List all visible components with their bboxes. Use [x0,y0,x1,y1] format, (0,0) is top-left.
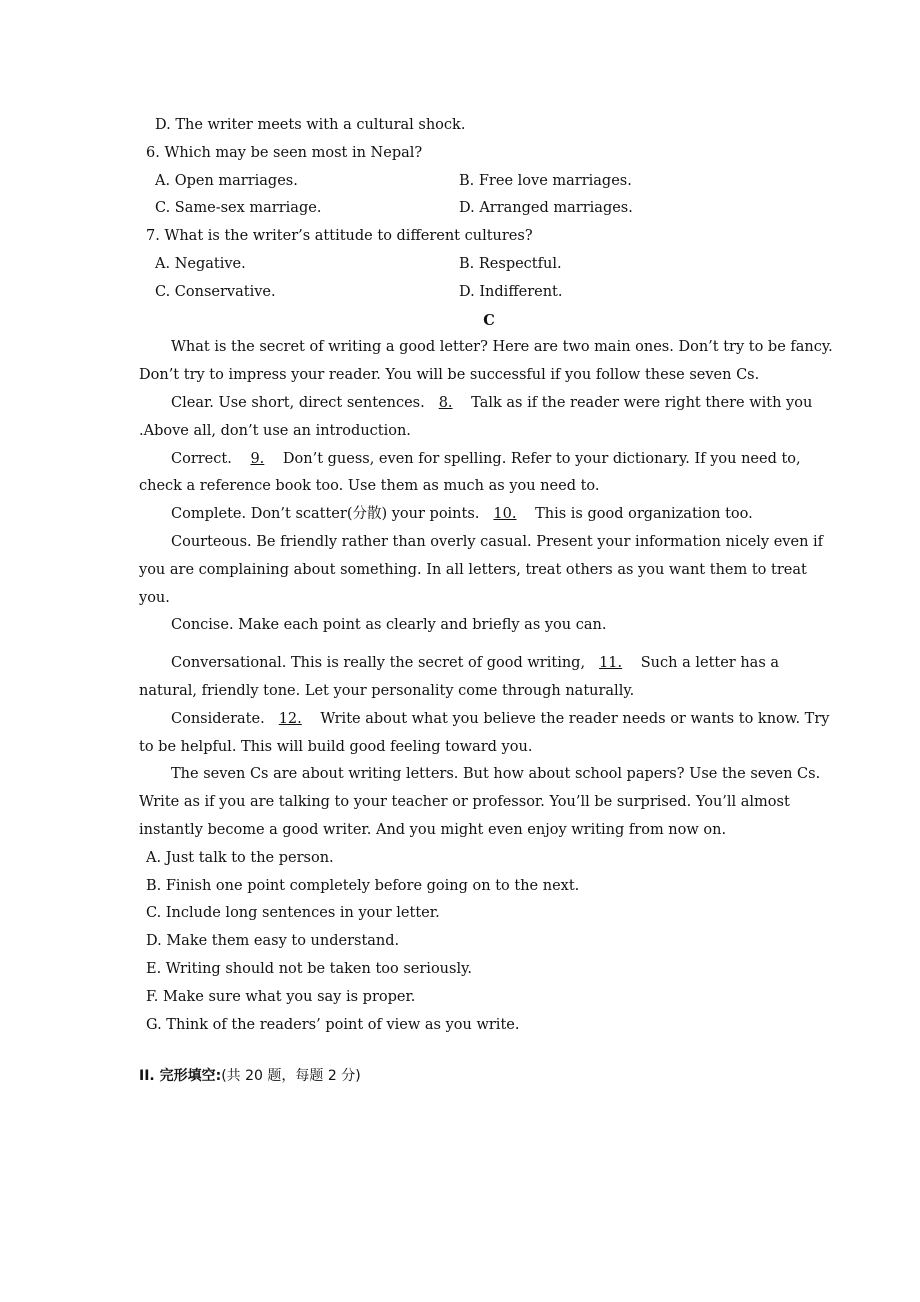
complete-text-b: This is good organization too. [530,506,753,523]
q7-option-d: D. Indifferent. [459,283,563,300]
option-g: G. Think of the readers’ point of view as you write. [146,1016,520,1033]
para-considerate [139,706,839,762]
clear-text-b: Talk as if the reader were right there with you .Above all, don’t use an introduction. [139,394,813,439]
q6-option-a: A. Open marriages. [155,172,298,189]
section-c-intro: What is the secret of writing a good letter? Here are two main ones. Don’t try to be fancy. Don’t try to impress your reader. You will be successful if you follow these seven Cs. [139,339,833,384]
q7-stem: 7. What is the writer’s attitude to different cultures? [146,228,533,245]
q6-option-c: C. Same-sex marriage. [155,200,322,217]
para-conversational [139,650,839,706]
q6-options-row-2 [139,195,839,223]
q6-options-row-1 [139,168,839,196]
conv-text-b: Such a letter has a natural, friendly tone. Let your personality come through naturally. [139,655,780,699]
q7-options-row-2 [139,279,839,307]
q5-option-d: D. The writer meets with a cultural shock. [155,117,466,133]
blank-9[interactable]: 9. [250,450,265,467]
q6-option-d: D. Arranged marriages. [459,200,633,217]
q6-option-b: B. Free love marriages. [459,172,632,189]
conv-text-a: Conversational. This is really the secret of good writing, [171,655,586,672]
correct-text-a: Correct. [171,450,237,467]
q7-option-a: A. Negative. [155,255,246,272]
blank-11[interactable]: 11. [599,655,623,672]
blank-10[interactable]: 10. [493,506,517,523]
q7-option-c: C. Conservative. [155,283,276,300]
consid-text-b: Write about what you believe the reader needs or wants to know. Try to be helpful. This will build good feeling toward you. [139,710,830,755]
q7-options-row-1 [139,251,839,279]
para-correct [139,446,839,502]
part-2-note: (共 20 题，每题 2 分) [221,1068,361,1085]
option-f: F. Make sure what you say is proper. [146,988,416,1005]
blank-12[interactable]: 12. [278,710,302,727]
option-a: A. Just talk to the person. [146,849,334,866]
option-e: E. Writing should not be taken too seriously. [146,960,472,977]
para-closing: The seven Cs are about writing letters. But how about school papers? Use the seven Cs. Write as if you are talking to your teacher or professor. You’ll be surprised. You’ll almost instantly become a good writer. And you might even enjoy writing from now on. [139,766,821,838]
correct-text-b: Don’t guess, even for spelling. Refer to your dictionary. If you need to, check a reference book too. Use them as much as you need to. [139,450,801,495]
para-complete [139,501,839,529]
blank-8[interactable]: 8. [438,394,453,411]
complete-text-a: Complete. Don’t scatter(分散) your points. [171,506,480,523]
clear-text-a: Clear. Use short, direct sentences. [171,394,425,411]
part-2-heading [139,1063,839,1091]
option-d: D. Make them easy to understand. [146,933,400,950]
q6-stem: 6. Which may be seen most in Nepal? [146,144,423,161]
para-concise: Concise. Make each point as clearly and briefly as you can. [171,617,607,634]
page-content [139,112,839,1091]
option-b: B. Finish one point completely before going on to the next. [146,877,580,894]
para-courteous: Courteous. Be friendly rather than overly casual. Present your information nicely even if you are complaining about something. In all letters, treat others as you want them to treat you. [139,533,824,606]
spacer [139,640,839,650]
option-c: C. Include long sentences in your letter. [146,905,440,922]
part-2-title: II. 完形填空: [139,1068,222,1085]
para-clear [139,390,839,446]
consid-text-a: Considerate. [171,710,265,727]
q7-option-b: B. Respectful. [459,255,562,272]
section-c-title: C [483,311,495,329]
